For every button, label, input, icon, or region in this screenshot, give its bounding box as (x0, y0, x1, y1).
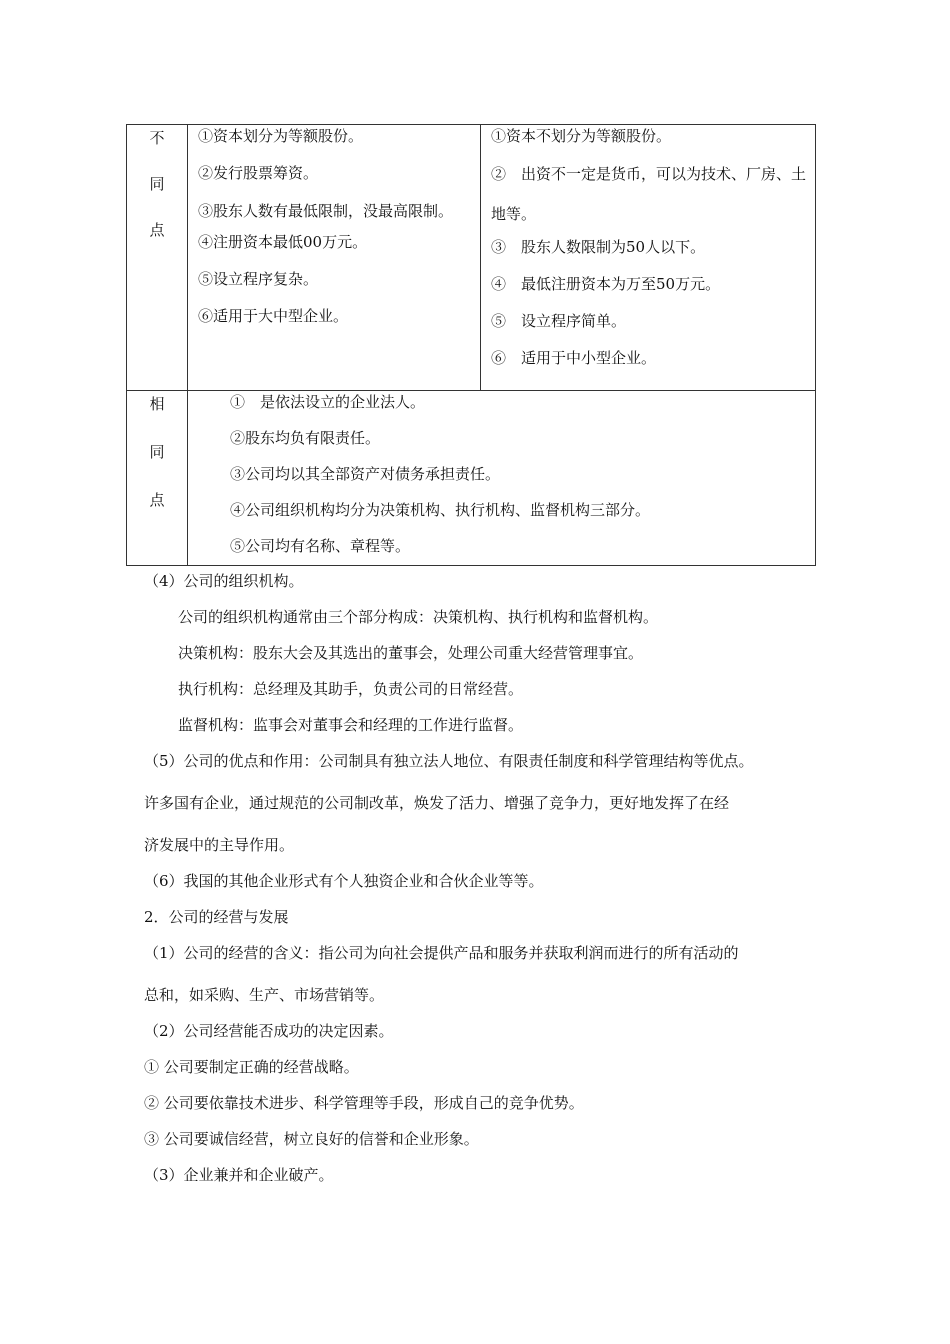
paragraph: 许多国有企业，通过规范的公司制改革，焕发了活力、增强了竞争力，更好地发挥了在经 (144, 794, 730, 812)
paragraph: 总和，如采购、生产、市场营销等。 (144, 986, 385, 1004)
list-item: ② 公司要依靠技术进步、科学管理等手段，形成自己的竞争优势。 (144, 1094, 584, 1112)
label-char: 同 (149, 443, 165, 461)
table-row-similarities (127, 391, 816, 566)
list-item: ⑥ 适用于中小型企业。 (491, 349, 657, 367)
list-item: ①资本不划分为等额股份。 (491, 127, 672, 145)
paragraph: 决策机构：股东大会及其选出的董事会，处理公司重大经营管理事宜。 (178, 644, 644, 662)
paragraph: 执行机构：总经理及其助手，负责公司的日常经营。 (178, 680, 524, 698)
list-item: ②股东均负有限责任。 (230, 429, 381, 447)
list-item: ① 是依法设立的企业法人。 (230, 393, 426, 411)
list-item: ③公司均以其全部资产对债务承担责任。 (230, 465, 501, 483)
label-char: 相 (149, 395, 165, 413)
section-heading: （4）公司的组织机构。 (144, 572, 304, 590)
paragraph: 公司的组织机构通常由三个部分构成：决策机构、执行机构和监督机构。 (178, 608, 659, 626)
list-item: ④ 最低注册资本为万至50万元。 (491, 275, 721, 293)
limited-company-cell (481, 125, 816, 391)
list-item: ③ 公司要诚信经营，树立良好的信誉和企业形象。 (144, 1130, 479, 1148)
similarities-cell (188, 391, 816, 566)
section-heading: 2．公司的经营与发展 (144, 908, 289, 926)
section-heading: （2）公司经营能否成功的决定因素。 (144, 1022, 394, 1040)
list-item: ① 公司要制定正确的经营战略。 (144, 1058, 359, 1076)
comparison-table (126, 124, 816, 566)
similarities-label-cell (127, 391, 188, 566)
list-item: ④公司组织机构均分为决策机构、执行机构、监督机构三部分。 (230, 501, 651, 519)
paragraph: 济发展中的主导作用。 (144, 836, 295, 854)
list-item: ⑤公司均有名称、章程等。 (230, 537, 411, 555)
label-char: 点 (149, 221, 165, 239)
list-item: ②发行股票筹资。 (198, 164, 319, 182)
body-text (144, 570, 834, 1184)
label-char: 点 (149, 491, 165, 509)
joint-stock-company-cell (188, 125, 481, 391)
list-item: ①资本划分为等额股份。 (198, 127, 364, 145)
section-heading: （5）公司的优点和作用：公司制具有独立法人地位、有限责任制度和科学管理结构等优点。 (144, 752, 754, 770)
label-char: 同 (149, 175, 165, 193)
list-item: ③ 股东人数限制为50人以下。 (491, 238, 706, 256)
section-heading: （3）企业兼并和企业破产。 (144, 1166, 334, 1184)
list-item: ④注册资本最低00万元。 (198, 233, 368, 251)
list-item: ⑤设立程序复杂。 (198, 270, 319, 288)
list-item: ⑥适用于大中型企业。 (198, 307, 349, 325)
list-item: ② 出资不一定是货币，可以为技术、厂房、土地等。 (491, 165, 807, 223)
differences-label-cell (127, 125, 188, 391)
label-char: 不 (149, 129, 165, 147)
section-heading: （6）我国的其他企业形式有个人独资企业和合伙企业等等。 (144, 872, 544, 890)
list-item: ③股东人数有最低限制，没最高限制。 (198, 202, 454, 220)
list-item: ⑤ 设立程序简单。 (491, 312, 627, 330)
paragraph: 监督机构：监事会对董事会和经理的工作进行监督。 (178, 716, 524, 734)
section-heading: （1）公司的经营的含义：指公司为向社会提供产品和服务并获取利润而进行的所有活动的 (144, 944, 739, 962)
table-row-differences (127, 125, 816, 391)
